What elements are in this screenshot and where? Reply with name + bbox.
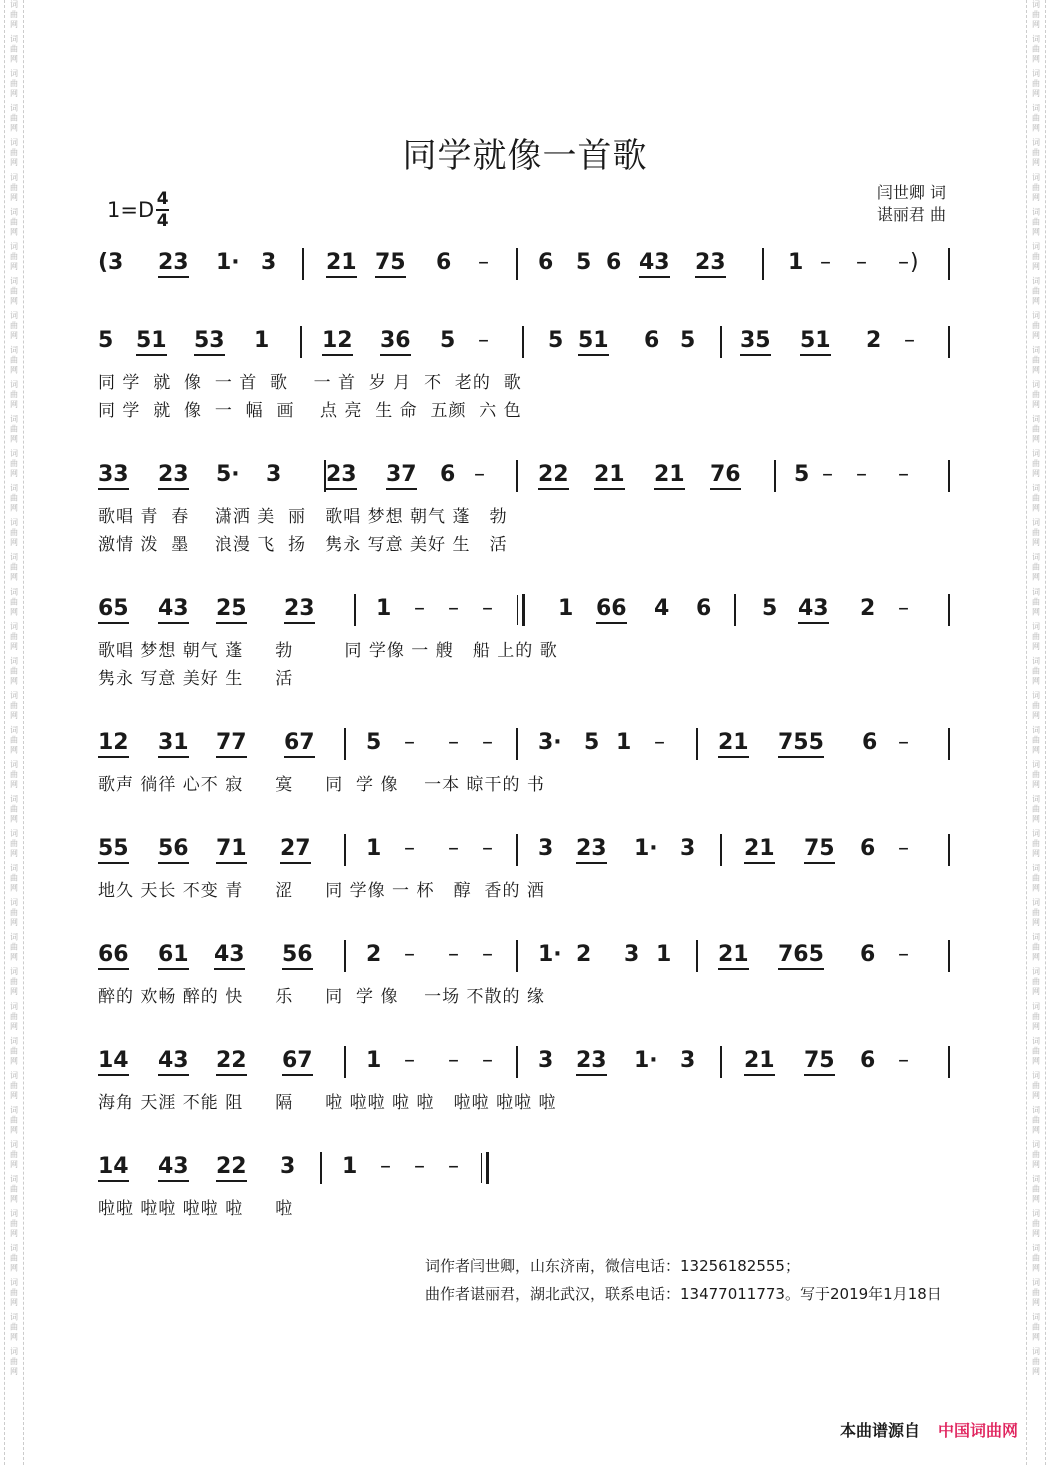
barline bbox=[948, 248, 950, 280]
note-dash: – bbox=[448, 1154, 459, 1179]
note-group: 43 bbox=[158, 1048, 189, 1076]
note-dash: – bbox=[478, 328, 489, 353]
note-group: 5· bbox=[216, 462, 240, 487]
note-group: 23 bbox=[326, 462, 357, 490]
note-group: 65 bbox=[98, 596, 129, 624]
note-group: 67 bbox=[284, 730, 315, 758]
note-group: 71 bbox=[216, 836, 247, 864]
note-group: 1 bbox=[788, 250, 804, 275]
lyric-line: 歌唱 青 春 潇洒 美 丽 歌唱 梦想 朝气 蓬 勃 bbox=[98, 507, 508, 527]
note-group: 6 bbox=[696, 596, 712, 621]
note-group: 1 bbox=[366, 836, 382, 861]
note-group: 75 bbox=[804, 836, 835, 864]
barline bbox=[720, 834, 722, 866]
staff-row bbox=[98, 460, 958, 500]
note-group: 22 bbox=[216, 1048, 247, 1076]
note-group: 1 bbox=[342, 1154, 358, 1179]
repeat-barline bbox=[522, 594, 525, 626]
note-group: 2 bbox=[366, 942, 382, 967]
barline bbox=[344, 834, 346, 866]
note-group: 1 bbox=[656, 942, 672, 967]
lyric-line: 地久 天长 不变 青 涩 同 学像 一 杯 醇 香的 酒 bbox=[98, 881, 545, 901]
note-group: 27 bbox=[280, 836, 311, 864]
note-dash: – bbox=[898, 596, 909, 621]
barline bbox=[354, 594, 356, 626]
barline bbox=[344, 1046, 346, 1078]
note-group: 61 bbox=[158, 942, 189, 970]
note-group: 765 bbox=[778, 942, 824, 970]
note-dash: – bbox=[414, 1154, 425, 1179]
barline bbox=[948, 834, 950, 866]
composer-contact: 曲作者谌丽君，湖北武汉，联系电话：13477011773。写于2019年1月18日 bbox=[425, 1285, 942, 1303]
note-group: 23 bbox=[576, 836, 607, 864]
note-group: 12 bbox=[322, 328, 353, 356]
song-title: 同学就像一首歌 bbox=[402, 136, 648, 176]
note-group: 5 bbox=[584, 730, 600, 755]
lyric-line: 同 学 就 像 一 首 歌 一 首 岁 月 不 老的 歌 bbox=[98, 373, 522, 393]
lyricist-contact: 词作者闫世卿，山东济南，微信电话：13256182555； bbox=[425, 1257, 800, 1275]
note-group: 5 bbox=[98, 328, 114, 353]
note-group: 51 bbox=[578, 328, 609, 356]
note-dash: – bbox=[448, 596, 459, 621]
barline bbox=[948, 594, 950, 626]
note-group: 1· bbox=[538, 942, 562, 967]
note-dash: – bbox=[898, 730, 909, 755]
note-group: 22 bbox=[538, 462, 569, 490]
note-dash: – bbox=[904, 328, 915, 353]
barline bbox=[516, 834, 518, 866]
note-group: 6 bbox=[644, 328, 660, 353]
note-group: 77 bbox=[216, 730, 247, 758]
note-group: 56 bbox=[158, 836, 189, 864]
staff-row bbox=[98, 326, 958, 366]
note-group: 36 bbox=[380, 328, 411, 356]
credits bbox=[877, 182, 946, 226]
note-dash: – bbox=[820, 250, 831, 275]
barline bbox=[774, 460, 776, 492]
note-group: 6 bbox=[862, 730, 878, 755]
note-group: 14 bbox=[98, 1048, 129, 1076]
note-group: 22 bbox=[216, 1154, 247, 1182]
note-group: 23 bbox=[158, 250, 189, 278]
barline bbox=[300, 326, 302, 358]
note-group: 75 bbox=[804, 1048, 835, 1076]
note-group: 21 bbox=[594, 462, 625, 490]
time-signature bbox=[156, 190, 169, 230]
barline bbox=[720, 1046, 722, 1078]
note-group: 25 bbox=[216, 596, 247, 624]
note-dash: – bbox=[482, 1048, 493, 1073]
note-group: 3 bbox=[624, 942, 640, 967]
barline bbox=[522, 326, 524, 358]
note-group: 21 bbox=[718, 942, 749, 970]
note-group: 43 bbox=[158, 596, 189, 624]
note-dash: – bbox=[448, 942, 459, 967]
lyric-line: 海角 天涯 不能 阻 隔 啦 啦啦 啦 啦 啦啦 啦啦 啦 bbox=[98, 1093, 557, 1113]
note-group: 1· bbox=[634, 836, 658, 861]
note-group: 1· bbox=[216, 250, 240, 275]
source-attribution bbox=[840, 1418, 1018, 1441]
note-group: 1· bbox=[634, 1048, 658, 1073]
note-group: 5 bbox=[366, 730, 382, 755]
note-dash: – bbox=[482, 836, 493, 861]
staff-row bbox=[98, 728, 958, 768]
note-group: 75 bbox=[375, 250, 406, 278]
note-dash: – bbox=[856, 250, 867, 275]
lyric-line: 歌唱 梦想 朝气 蓬 勃 同 学像 一 艘 船 上的 歌 bbox=[98, 641, 558, 661]
note-group: 1 bbox=[366, 1048, 382, 1073]
note-dash: – bbox=[898, 836, 909, 861]
barline bbox=[734, 594, 736, 626]
note-group: 21 bbox=[744, 1048, 775, 1076]
note-group: 755 bbox=[778, 730, 824, 758]
note-group: 23 bbox=[576, 1048, 607, 1076]
lyric-line: 同 学 就 像 一 幅 画 点 亮 生 命 五颜 六 色 bbox=[98, 401, 522, 421]
watermark-text: 词曲网 词曲网 词曲网 词曲网 词曲网 词曲网 词曲网 词曲网 词曲网 词曲网 词曲网 词曲网 词曲网 词曲网 词曲网 词曲网 词曲网 词曲网 词曲网 词曲网 词曲网 词曲网 词曲网 词曲网 词曲网 词曲网 词曲网 词曲网 词曲网 词曲网 词曲网 词曲网 词曲网 词曲网 词曲网 词曲网 词曲网 词曲网 词曲网 词曲网 bbox=[9, 0, 19, 1378]
note-group: 6 bbox=[606, 250, 622, 275]
staff-row bbox=[98, 1152, 958, 1192]
note-group: 6 bbox=[860, 836, 876, 861]
note-group: 5 bbox=[762, 596, 778, 621]
note-group: 1 bbox=[616, 730, 632, 755]
note-group: 6 bbox=[538, 250, 554, 275]
note-group: 21 bbox=[654, 462, 685, 490]
note-group: 37 bbox=[386, 462, 417, 490]
barline bbox=[516, 728, 518, 760]
note-group: 2 bbox=[860, 596, 876, 621]
note-group: 56 bbox=[282, 942, 313, 970]
note-group: 14 bbox=[98, 1154, 129, 1182]
note-group: 3 bbox=[680, 836, 696, 861]
barline bbox=[516, 940, 518, 972]
note-group: 23 bbox=[284, 596, 315, 624]
left-watermark-strip bbox=[4, 0, 24, 1465]
time-signature-top: 4 bbox=[156, 189, 169, 209]
lyricist-credit: 闫世卿 词 bbox=[876, 183, 946, 202]
note-group: 6 bbox=[860, 942, 876, 967]
note-group: 23 bbox=[158, 462, 189, 490]
note-group: 5 bbox=[576, 250, 592, 275]
note-dash: – bbox=[898, 250, 909, 275]
note-group: ) bbox=[910, 250, 919, 275]
note-group: (3 bbox=[98, 250, 124, 275]
barline bbox=[948, 326, 950, 358]
note-group: 3 bbox=[538, 836, 554, 861]
note-group: 6 bbox=[860, 1048, 876, 1073]
note-dash: – bbox=[404, 1048, 415, 1073]
note-group: 43 bbox=[214, 942, 245, 970]
note-dash: – bbox=[414, 596, 425, 621]
note-group: 76 bbox=[710, 462, 741, 490]
note-group: 33 bbox=[98, 462, 129, 490]
note-group: 2 bbox=[576, 942, 592, 967]
note-dash: – bbox=[898, 942, 909, 967]
note-group: 21 bbox=[718, 730, 749, 758]
note-group: 66 bbox=[596, 596, 627, 624]
lyric-line: 激情 泼 墨 浪漫 飞 扬 隽永 写意 美好 生 活 bbox=[98, 535, 508, 555]
staff-row bbox=[98, 594, 958, 634]
note-group: 55 bbox=[98, 836, 129, 864]
barline bbox=[302, 248, 304, 280]
note-group: 12 bbox=[98, 730, 129, 758]
note-dash: – bbox=[380, 1154, 391, 1179]
note-group: 21 bbox=[326, 250, 357, 278]
barline bbox=[762, 248, 764, 280]
barline bbox=[696, 728, 698, 760]
note-dash: – bbox=[482, 942, 493, 967]
note-group: 3 bbox=[280, 1154, 296, 1179]
right-watermark-strip bbox=[1026, 0, 1046, 1465]
note-group: 1 bbox=[376, 596, 392, 621]
note-dash: – bbox=[898, 1048, 909, 1073]
note-group: 6 bbox=[440, 462, 456, 487]
lyric-line: 隽永 写意 美好 生 活 bbox=[98, 669, 294, 689]
staff-row bbox=[98, 1046, 958, 1086]
barline bbox=[516, 248, 518, 280]
note-dash: – bbox=[482, 730, 493, 755]
note-group: 51 bbox=[136, 328, 167, 356]
note-group: 3 bbox=[261, 250, 277, 275]
watermark-text: 词曲网 词曲网 词曲网 词曲网 词曲网 词曲网 词曲网 词曲网 词曲网 词曲网 词曲网 词曲网 词曲网 词曲网 词曲网 词曲网 词曲网 词曲网 词曲网 词曲网 词曲网 词曲网 词曲网 词曲网 词曲网 词曲网 词曲网 词曲网 词曲网 词曲网 词曲网 词曲网 词曲网 词曲网 词曲网 词曲网 词曲网 词曲网 词曲网 词曲网 bbox=[1031, 0, 1041, 1378]
key-signature bbox=[107, 190, 169, 230]
barline bbox=[320, 1152, 322, 1184]
note-group: 43 bbox=[158, 1154, 189, 1182]
composer-credit: 谌丽君 曲 bbox=[876, 205, 946, 224]
note-dash: – bbox=[822, 462, 833, 487]
lyric-line: 醉的 欢畅 醉的 快 乐 同 学 像 一场 不散的 缘 bbox=[98, 987, 545, 1007]
note-dash: – bbox=[478, 250, 489, 275]
note-group: 5 bbox=[548, 328, 564, 353]
note-group: 3 bbox=[538, 1048, 554, 1073]
lyric-line: 歌声 徜徉 心不 寂 寞 同 学 像 一本 晾干的 书 bbox=[98, 775, 545, 795]
note-group: 67 bbox=[282, 1048, 313, 1076]
note-dash: – bbox=[654, 730, 665, 755]
note-group: 23 bbox=[695, 250, 726, 278]
note-dash: – bbox=[448, 1048, 459, 1073]
staff-row bbox=[98, 940, 958, 980]
note-group: 5 bbox=[440, 328, 456, 353]
note-group: 5 bbox=[794, 462, 810, 487]
note-group: 4 bbox=[654, 596, 670, 621]
barline bbox=[696, 940, 698, 972]
barline bbox=[344, 728, 346, 760]
note-dash: – bbox=[482, 596, 493, 621]
note-group: 6 bbox=[436, 250, 452, 275]
note-dash: – bbox=[404, 942, 415, 967]
barline bbox=[948, 1046, 950, 1078]
barline bbox=[720, 326, 722, 358]
note-group: 43 bbox=[639, 250, 670, 278]
note-dash: – bbox=[856, 462, 867, 487]
note-dash: – bbox=[404, 730, 415, 755]
barline bbox=[948, 728, 950, 760]
lyric-line: 啦啦 啦啦 啦啦 啦 啦 bbox=[98, 1199, 294, 1219]
footer-notes bbox=[425, 1252, 942, 1308]
staff-row bbox=[98, 834, 958, 874]
note-group: 1 bbox=[558, 596, 574, 621]
note-group: 1 bbox=[254, 328, 270, 353]
note-group: 3 bbox=[266, 462, 282, 487]
note-dash: – bbox=[898, 462, 909, 487]
note-group: 5 bbox=[680, 328, 696, 353]
barline bbox=[948, 460, 950, 492]
staff-row bbox=[98, 248, 958, 288]
note-dash: – bbox=[448, 836, 459, 861]
barline bbox=[344, 940, 346, 972]
note-group: 2 bbox=[866, 328, 882, 353]
note-group: 66 bbox=[98, 942, 129, 970]
note-dash: – bbox=[448, 730, 459, 755]
note-group: 31 bbox=[158, 730, 189, 758]
note-group: 35 bbox=[740, 328, 771, 356]
barline bbox=[516, 460, 518, 492]
time-signature-bottom: 4 bbox=[156, 211, 169, 231]
note-group: 3· bbox=[538, 730, 562, 755]
source-site: 中国词曲网 bbox=[937, 1421, 1018, 1440]
source-label: 本曲谱源自 bbox=[839, 1421, 920, 1440]
key-label: 1=D bbox=[107, 198, 155, 222]
final-barline bbox=[486, 1152, 489, 1184]
note-dash: – bbox=[474, 462, 485, 487]
note-group: 21 bbox=[744, 836, 775, 864]
note-group: 51 bbox=[800, 328, 831, 356]
note-group: 3 bbox=[680, 1048, 696, 1073]
barline bbox=[516, 1046, 518, 1078]
note-dash: – bbox=[404, 836, 415, 861]
note-group: 43 bbox=[798, 596, 829, 624]
barline bbox=[948, 940, 950, 972]
note-group: 53 bbox=[194, 328, 225, 356]
